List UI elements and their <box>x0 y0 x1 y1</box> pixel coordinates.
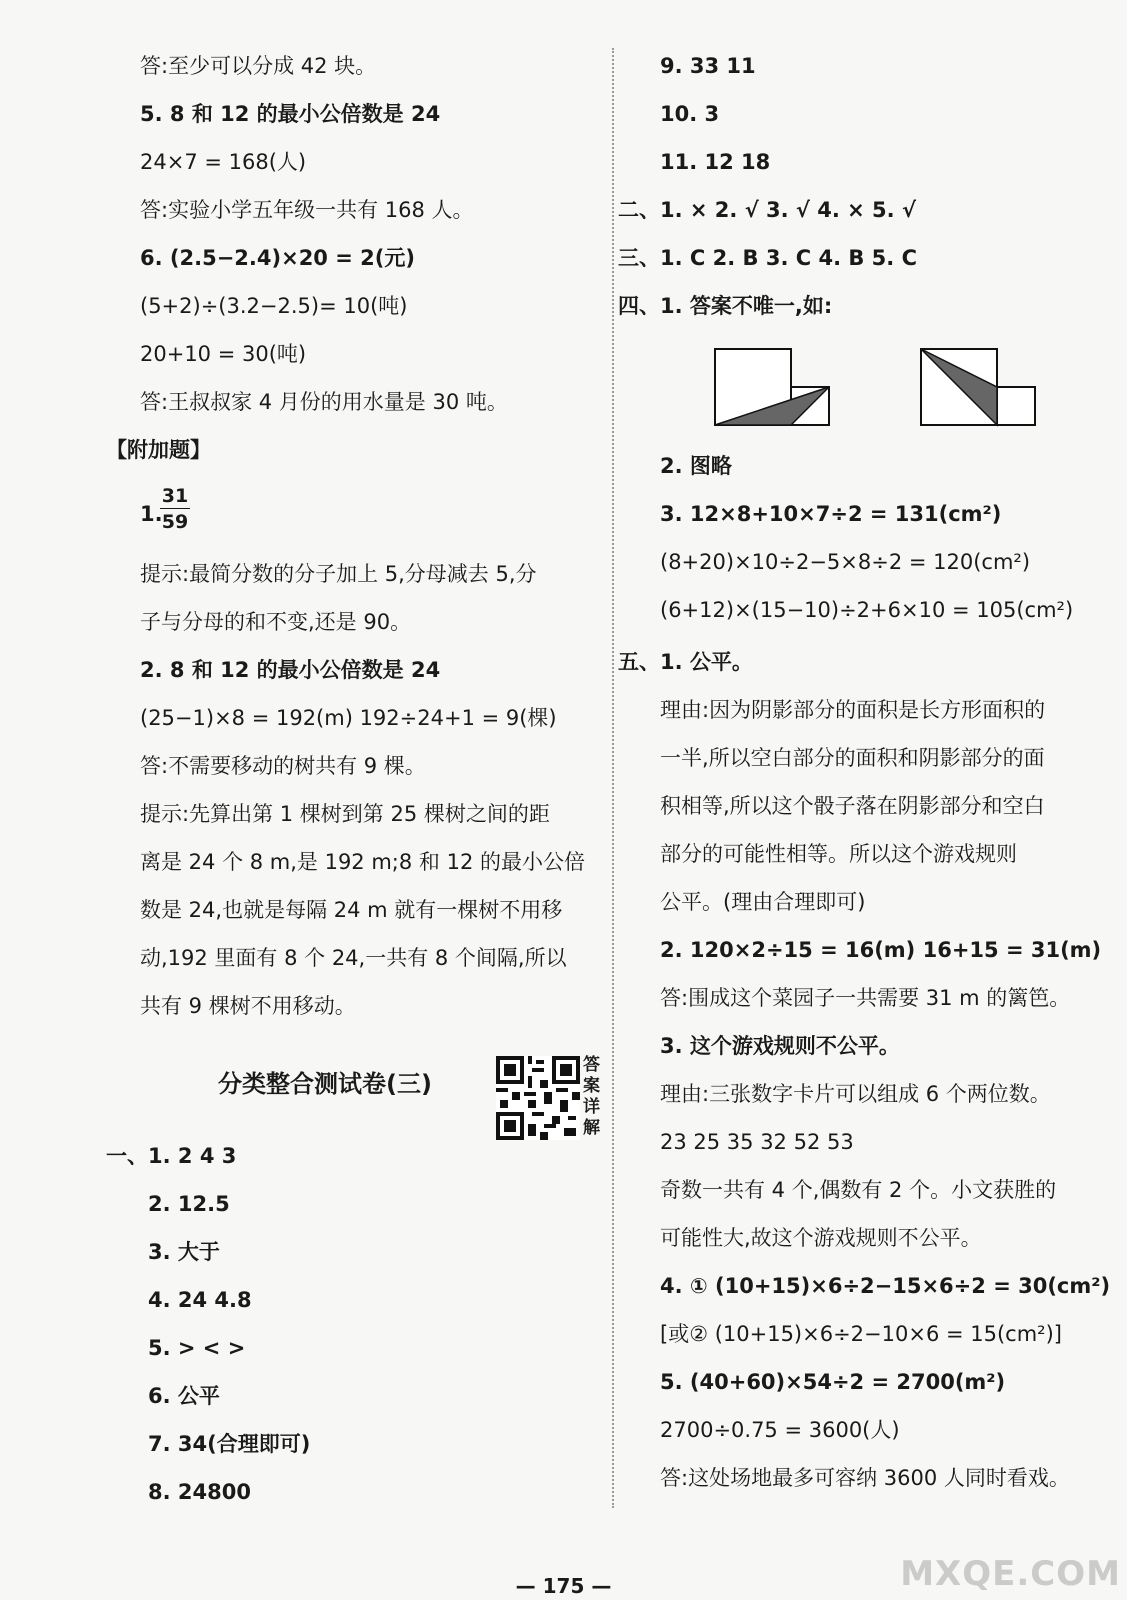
section-5-q2: 2. 120×2÷15 = 16(m) 16+15 = 31(m) <box>660 938 1102 962</box>
calc-line: 20+10 = 30(吨) <box>140 342 307 366</box>
watermark: MXQE.COM <box>900 1554 1121 1594</box>
hint-line: 提示:最简分数的分子加上 5,分母减去 5,分 <box>140 562 537 586</box>
answer-2: 2. 12.5 <box>148 1192 230 1216</box>
hint-line: 提示:先算出第 1 棵树到第 25 棵树之间的距 <box>140 802 550 826</box>
reason-line: 奇数一共有 4 个,偶数有 2 个。小文获胜的 <box>660 1178 1057 1202</box>
hint-line: 离是 24 个 8 m,是 192 m;8 和 12 的最小公倍 <box>140 850 585 874</box>
answer-3: 3. 大于 <box>148 1240 220 1264</box>
answer-8: 8. 24800 <box>148 1480 251 1504</box>
section-4-q2: 2. 图略 <box>660 454 732 478</box>
answer-line: 答:不需要移动的树共有 9 棵。 <box>140 754 426 778</box>
hint-line: 共有 9 棵树不用移动。 <box>140 994 356 1018</box>
hint-line: 子与分母的和不变,还是 90。 <box>140 610 412 634</box>
extra-section-title: 【附加题】 <box>106 438 211 462</box>
calc-line: (25−1)×8 = 192(m) 192÷24+1 = 9(棵) <box>140 706 557 730</box>
answer-10: 10. 3 <box>660 102 720 126</box>
hint-line: 动,192 里面有 8 个 24,一共有 8 个间隔,所以 <box>140 946 567 970</box>
qr-code-icon[interactable] <box>496 1056 580 1140</box>
answer-7: 7. 34(合理即可) <box>148 1432 311 1456</box>
section-4-q1: 四、1. 答案不唯一,如: <box>618 294 833 318</box>
calc-line: (6+12)×(15−10)÷2+6×10 = 105(cm²) <box>660 598 1074 622</box>
answer-line: 答:这处场地最多可容纳 3600 人同时看戏。 <box>660 1466 1070 1490</box>
calc-line: 24×7 = 168(人) <box>140 150 307 174</box>
calc-line: (5+2)÷(3.2−2.5)= 10(吨) <box>140 294 408 318</box>
right-column <box>616 0 1127 1540</box>
section-4-q3: 3. 12×8+10×7÷2 = 131(cm²) <box>660 502 1002 526</box>
answer-4: 4. 24 4.8 <box>148 1288 252 1312</box>
fraction-numerator: 31 <box>161 485 189 507</box>
answer-6: 6. 公平 <box>148 1384 220 1408</box>
shaded-figure-1 <box>714 348 838 428</box>
answer-line: 答:王叔叔家 4 月份的用水量是 30 吨。 <box>140 390 508 414</box>
calc-line: [或② (10+15)×6÷2−10×6 = 15(cm²)] <box>660 1322 1062 1346</box>
qr-caption: 答案详解 <box>583 1055 600 1138</box>
reason-line: 部分的可能性相等。所以这个游戏规则 <box>660 842 1017 866</box>
section-5-q3: 3. 这个游戏规则不公平。 <box>660 1034 900 1058</box>
answer-line: 答:至少可以分成 42 块。 <box>140 54 377 78</box>
test-title: 分类整合测试卷(三) <box>218 1070 432 1098</box>
section-2-answers: 二、1. × 2. √ 3. √ 4. × 5. √ <box>618 198 916 222</box>
reason-line: 理由:三张数字卡片可以组成 6 个两位数。 <box>660 1082 1051 1106</box>
answer-line: 答:实验小学五年级一共有 168 人。 <box>140 198 474 222</box>
section-5-q4: 4. ① (10+15)×6÷2−15×6÷2 = 30(cm²) <box>660 1274 1111 1298</box>
fraction-answer <box>160 484 190 535</box>
problem-5: 5. 8 和 12 的最小公倍数是 24 <box>140 102 441 126</box>
column-divider <box>612 48 614 1508</box>
answer-line: 答:围成这个菜园子一共需要 31 m 的篱笆。 <box>660 986 1071 1010</box>
calc-line: (8+20)×10÷2−5×8÷2 = 120(cm²) <box>660 550 1031 574</box>
reason-line: 一半,所以空白部分的面积和阴影部分的面 <box>660 746 1045 770</box>
problem-6: 6. (2.5−2.4)×20 = 2(元) <box>140 246 415 270</box>
page-number: — 175 — <box>515 1574 612 1598</box>
calc-line: 2700÷0.75 = 3600(人) <box>660 1418 900 1442</box>
section-5-q1: 五、1. 公平。 <box>618 650 753 674</box>
reason-line: 理由:因为阴影部分的面积是长方形面积的 <box>660 698 1046 722</box>
section-5-q5: 5. (40+60)×54÷2 = 2700(m²) <box>660 1370 1006 1394</box>
answer-9: 9. 33 11 <box>660 54 756 78</box>
reason-line: 公平。(理由合理即可) <box>660 890 866 914</box>
fraction-denominator: 59 <box>161 511 189 533</box>
reason-line: 积相等,所以这个骰子落在阴影部分和空白 <box>660 794 1045 818</box>
reason-line: 可能性大,故这个游戏规则不公平。 <box>660 1226 982 1250</box>
extra-2: 2. 8 和 12 的最小公倍数是 24 <box>140 658 441 682</box>
answer-5: 5. > < > <box>148 1336 246 1360</box>
shaded-figure-2 <box>920 348 1044 428</box>
answer-11: 11. 12 18 <box>660 150 771 174</box>
extra-1-label: 1. <box>140 502 163 526</box>
section-3-answers: 三、1. C 2. B 3. C 4. B 5. C <box>618 246 917 270</box>
answer-1: 一、1. 2 4 3 <box>106 1144 237 1168</box>
number-list: 23 25 35 32 52 53 <box>660 1130 854 1154</box>
hint-line: 数是 24,也就是每隔 24 m 就有一棵树不用移 <box>140 898 563 922</box>
